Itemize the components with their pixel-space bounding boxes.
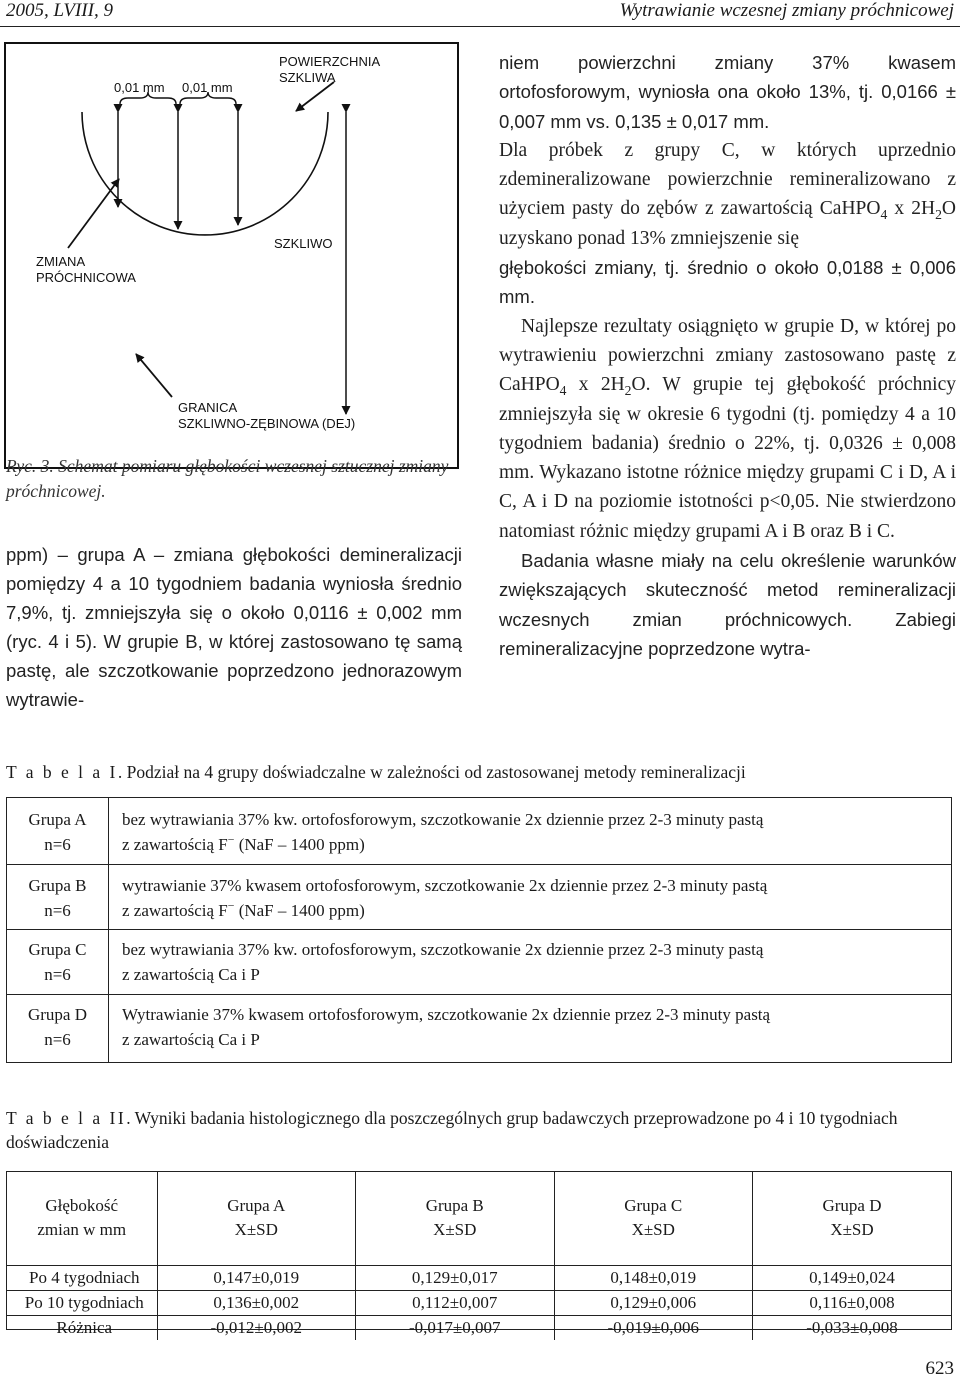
p2-text-b: x 2H	[566, 374, 625, 396]
table2-header-cell	[753, 1172, 952, 1265]
p2-sub-4: 4	[559, 383, 567, 399]
header-text: Grupa C	[624, 1196, 683, 1216]
p1-text-c: O uzyskano ponad 13% zmniejszenie się	[499, 198, 956, 249]
table2-header-cell	[356, 1172, 555, 1265]
header-text: X±SD	[234, 1220, 278, 1240]
desc-line2-a: z zawartością Ca i P	[122, 965, 260, 984]
dej-label-line2: SZKLIWNO-ZĘBINOWA (DEJ)	[178, 416, 356, 431]
page-number: 623	[925, 1358, 954, 1379]
group-name: Grupa A	[28, 810, 87, 829]
header-text: X±SD	[830, 1220, 874, 1240]
cell-value: 0,148±0,019	[554, 1265, 753, 1290]
header-text: Grupa B	[425, 1196, 484, 1216]
table1-row	[7, 937, 951, 999]
surface-label-line2: SZKLIWA	[279, 70, 336, 85]
width-label-1: 0,01 mm	[114, 80, 165, 95]
table1-row-separator-left	[7, 929, 108, 930]
cell-value: 0,129±0,006	[554, 1290, 753, 1315]
surface-pointer-arrow	[296, 82, 334, 111]
cell-value: 0,116±0,008	[753, 1290, 952, 1315]
table2-row	[7, 1265, 951, 1290]
cell-value: -0,012±0,002	[157, 1315, 356, 1340]
cell-value: -0,017±0,007	[356, 1315, 555, 1340]
table1-row-separator	[108, 929, 951, 930]
header-text: Grupa A	[227, 1196, 286, 1216]
desc-line2	[122, 962, 942, 987]
p2-text-a: Najlepsze rezultaty osiągnięto w grupie D, w której po wytrawieniu powierzchni zmiany zastosowano pastę z CaHPO	[499, 315, 956, 396]
header-text: Głębokość	[45, 1196, 119, 1216]
table1-row-separator	[108, 994, 951, 995]
row-label: Po 4 tygodniach	[7, 1265, 157, 1290]
cell-value: -0,019±0,006	[554, 1315, 753, 1340]
table1-title	[6, 760, 746, 784]
p1-sub-2: 2	[935, 207, 942, 223]
group-name: Grupa C	[28, 940, 87, 959]
dej-label-line1: GRANICA	[178, 400, 238, 415]
desc-sup: −	[227, 832, 235, 847]
right-paragraph-1-end: głębokości zmiany, tj. średnio o około 0,0188 ± 0,006 mm.	[499, 257, 956, 308]
desc-line2	[122, 898, 942, 923]
table1	[6, 797, 952, 1063]
p1-sub-4: 4	[880, 207, 888, 223]
lesion-pointer-arrow	[68, 179, 119, 248]
table1-row-separator	[108, 864, 951, 865]
header-text: zmian w mm	[37, 1220, 127, 1240]
group-n: n=6	[44, 965, 71, 984]
desc-line2-a: z zawartością F	[122, 835, 228, 854]
header-text: X±SD	[433, 1220, 477, 1240]
width-label-2: 0,01 mm	[182, 80, 233, 95]
cell-value: -0,033±0,008	[753, 1315, 952, 1340]
table2-header-cell	[7, 1172, 157, 1265]
left-column-paragraph: ppm) – grupa A – zmiana głębokości demineralizacji pomiędzy 4 a 10 tygodniem badania wyniosła średnio 7,9%, tj. zmniejszyła się o około 0,0116 ± 0,002 mm (ryc. 4 i 5). W grupie B, w której zastosowano tę samą pastę, ale szczotkowanie poprzedzono jednorazowym wytrawie-	[6, 544, 462, 710]
table1-row	[7, 807, 951, 869]
desc-line2-b: (NaF – 1400 ppm)	[234, 835, 365, 854]
figure-caption: Ryc. 3. Schemat pomiaru głębokości wczesnej sztucznej zmiany próchnicowej.	[6, 456, 449, 501]
enamel-label: SZKLIWO	[274, 236, 333, 251]
desc-line1: wytrawianie 37% kwasem ortofosforowym, szczotkowanie 2x dziennie przez 2-3 minuty pastą	[122, 876, 768, 895]
desc-line1: bez wytrawiania 37% kw. ortofosforowym, szczotkowanie 2x dziennie przez 2-3 minuty pastą	[122, 940, 764, 959]
table1-row	[7, 1002, 951, 1064]
desc-line2	[122, 1027, 942, 1052]
p2-text-c: O. W grupie tej głębokość próchnicy zmniejszyła się w okresie 6 tygodni (tj. pomiędzy 4 a 10 tygodniem badania) średnio o 22%, tj. 0,0326 ± 0,008 mm. Wykazano istotne różnice między grupami C i D, A i C, A i D na poziomie istotności p<0,05. Nie stwierdzono natomiast różnic między grupami A i B oraz B i C.	[499, 374, 956, 542]
table1-row-separator-left	[7, 994, 108, 995]
table1-group-cell	[7, 807, 108, 857]
table1-desc-cell	[122, 873, 942, 923]
table2-title	[6, 1106, 956, 1154]
row-label: Po 10 tygodniach	[7, 1290, 157, 1315]
desc-line1: Wytrawianie 37% kwasem ortofosforowym, szczotkowanie 2x dziennie przez 2-3 minuty pastą	[122, 1005, 771, 1024]
right-paragraph-2	[499, 312, 956, 546]
table1-row-separator-left	[7, 864, 108, 865]
header-text: Grupa D	[822, 1196, 882, 1216]
table1-caption: . Podział na 4 grupy doświadczalne w zależności od zastosowanej metody remineralizacji	[117, 762, 746, 782]
table2-header-cell	[157, 1172, 356, 1265]
figure-diagram	[4, 42, 459, 469]
desc-line2-b: (NaF – 1400 ppm)	[234, 901, 365, 920]
desc-line2-a: z zawartością Ca i P	[122, 1030, 260, 1049]
cell-value: 0,149±0,024	[753, 1265, 952, 1290]
table1-label: T a b e l a I	[6, 762, 118, 782]
lesion-label-line1: ZMIANA	[36, 254, 86, 269]
desc-sup: −	[227, 898, 235, 913]
cell-value: 0,112±0,007	[356, 1290, 555, 1315]
group-n: n=6	[44, 835, 71, 854]
group-name: Grupa B	[28, 876, 87, 895]
table1-desc-cell	[122, 937, 942, 987]
table2-header-row	[7, 1172, 951, 1265]
desc-line1: bez wytrawiania 37% kw. ortofosforowym, szczotkowanie 2x dziennie przez 2-3 minuty pastą	[122, 810, 764, 829]
table2-label: T a b e l a II	[6, 1108, 127, 1128]
dej-pointer-arrow	[136, 354, 172, 397]
table1-group-cell	[7, 937, 108, 987]
table2-row	[7, 1315, 951, 1340]
desc-line2	[122, 832, 942, 857]
lesion-measurement-diagram	[4, 42, 459, 469]
lesion-label-line2: PRÓCHNICOWA	[36, 270, 136, 285]
table1-group-cell	[7, 873, 108, 923]
cell-value: 0,147±0,019	[157, 1265, 356, 1290]
group-n: n=6	[44, 901, 71, 920]
running-header-right: Wytrawianie wczesnej zmiany próchnicowej	[619, 0, 954, 21]
right-paragraph-3: Badania własne miały na celu określenie warunków zwiększających skuteczność metod remineralizacji wczesnych zmian próchnicowych. Zabiegi remineralizacyjne poprzedzone wytra-	[499, 550, 956, 659]
row-label: Różnica	[7, 1315, 157, 1340]
table2-header-cell	[554, 1172, 753, 1265]
table2-grid	[7, 1172, 951, 1340]
desc-line2-a: z zawartością F	[122, 901, 228, 920]
group-name: Grupa D	[27, 1005, 87, 1024]
lesion-outline	[82, 112, 328, 235]
header-rule	[0, 26, 960, 27]
table1-group-cell	[7, 1002, 108, 1052]
cell-value: 0,129±0,017	[356, 1265, 555, 1290]
running-header-left: 2005, LVIII, 9	[6, 0, 113, 21]
surface-label-line1: POWIERZCHNIA	[279, 54, 381, 69]
table1-desc-cell	[122, 807, 942, 857]
right-column	[499, 48, 956, 663]
right-paragraph-1-middle	[499, 136, 956, 253]
group-n: n=6	[44, 1030, 71, 1049]
table1-row	[7, 873, 951, 935]
table1-desc-cell	[122, 1002, 942, 1052]
table2-caption: . Wyniki badania histologicznego dla poszczególnych grup badawczych przeprowadzone po 4 i 10 tygodniach doświadczenia	[6, 1108, 898, 1152]
p2-sub-2: 2	[624, 383, 632, 399]
table2	[6, 1171, 952, 1337]
right-paragraph-1-start: niem powierzchni zmiany 37% kwasem ortofosforowym, wyniosła ona około 13%, tj. 0,0166 ± 0,007 mm vs. 0,135 ± 0,017 mm.	[499, 52, 956, 132]
p1-text-b: x 2H	[887, 198, 936, 220]
header-text: X±SD	[631, 1220, 675, 1240]
table2-row	[7, 1290, 951, 1315]
cell-value: 0,136±0,002	[157, 1290, 356, 1315]
p1-text-a: Dla próbek z grupy C, w których uprzednio zdemineralizowane powierzchnie remineralizowano z użyciem pasty do zębów z zawartością CaHPO	[499, 139, 956, 220]
